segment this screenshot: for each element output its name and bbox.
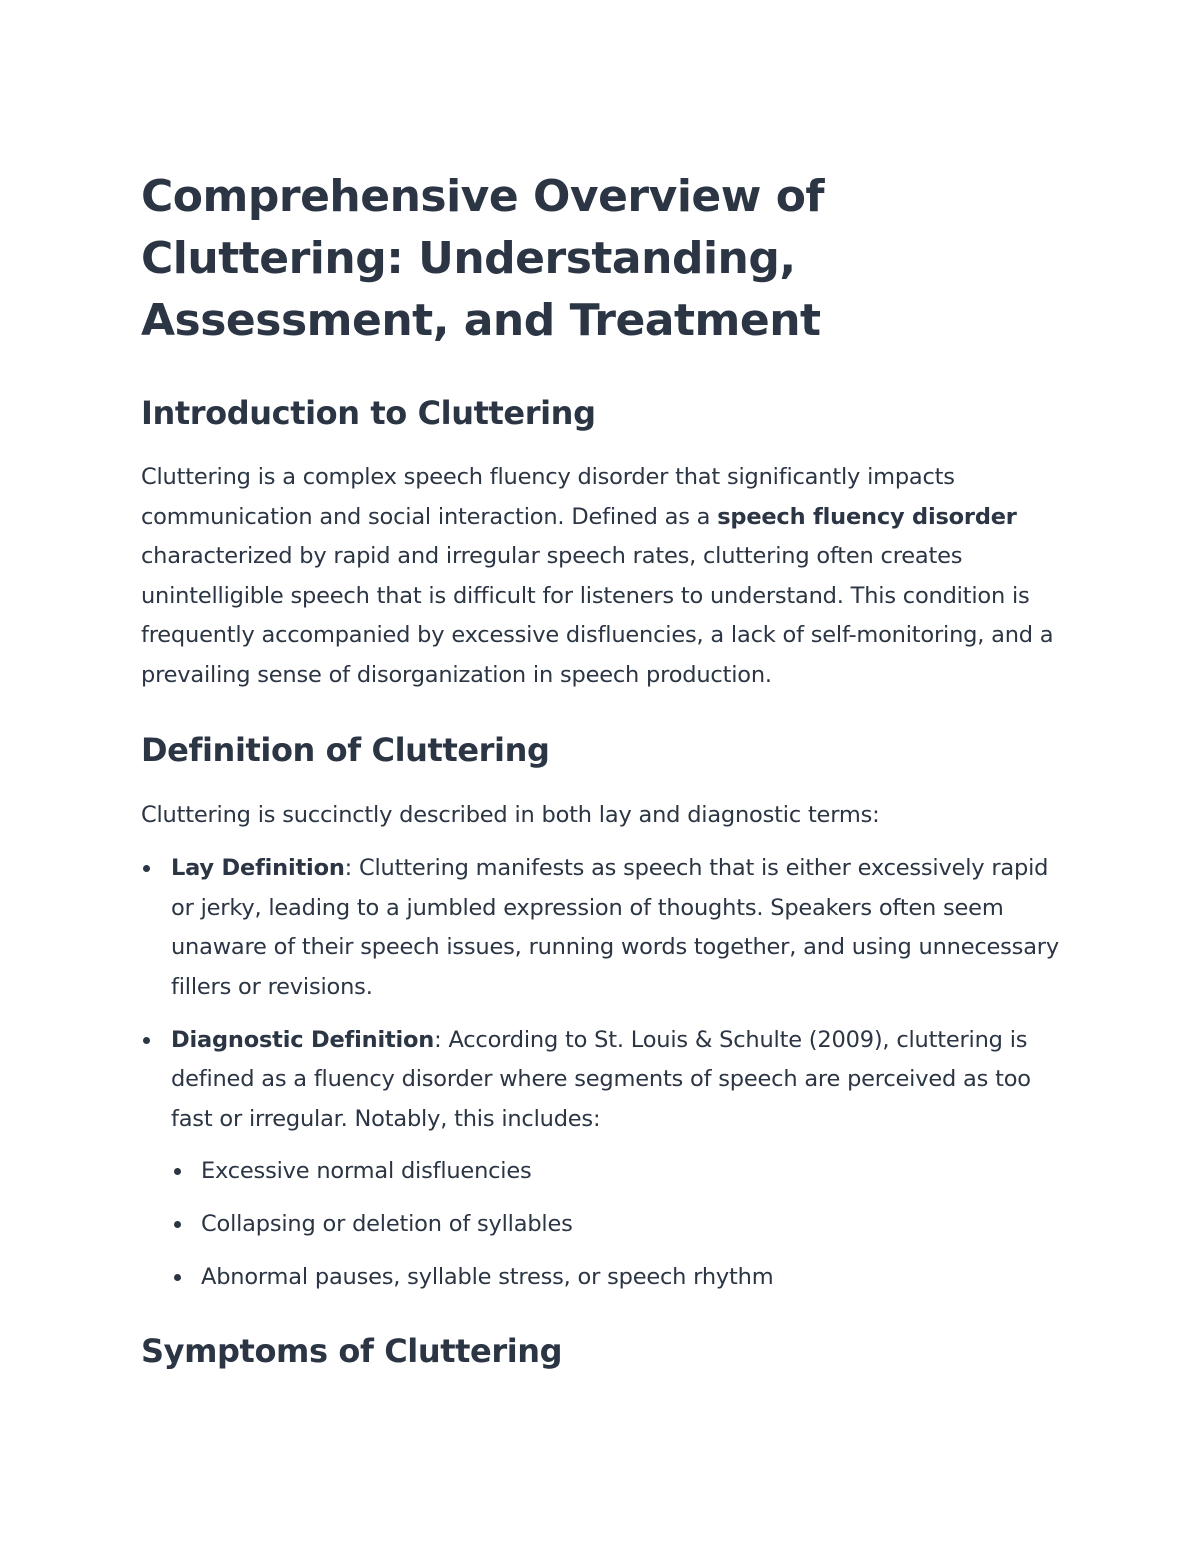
diagnostic-definition-text: : According to St. Louis & Schulte (2009), cluttering is defined as a fluency disorder where segments of speech are perceived as too fast or irregular. Notably, this includes: — [171, 1026, 1031, 1132]
intro-text-part-1: Cluttering is a complex speech fluency disorder that significantly impacts communication and social interaction. Defined as a — [141, 464, 955, 530]
diagnostic-definition-label: Diagnostic Definition — [171, 1026, 435, 1053]
list-item-diagnostic-definition — [141, 1021, 1061, 1140]
sublist-item-excessive-disfluencies: Excessive normal disfluencies — [171, 1152, 1061, 1192]
diagnostic-sublist — [171, 1152, 1061, 1297]
list-item-lay-definition — [141, 849, 1061, 1007]
document-title: Comprehensive Overview of Cluttering: Understanding, Assessment, and Treatment — [141, 171, 825, 346]
lay-definition-text: : Cluttering manifests as speech that is either excessively rapid or jerky, leading to a jumbled expression of thoughts. Speakers often seem unaware of their speech issues, running words together, and using unnecessary fillers or revisions. — [171, 855, 1059, 1000]
definition-list — [141, 849, 1061, 1139]
sublist-item-abnormal-pauses: Abnormal pauses, syllable stress, or speech rhythm — [171, 1258, 1061, 1298]
sublist-item-collapsing-syllables: Collapsing or deletion of syllables — [171, 1205, 1061, 1245]
intro-text-part-2: characterized by rapid and irregular speech rates, cluttering often creates unintelligible speech that is difficult for listeners to understand. This condition is frequently accompanied by excessive disfluencies, a lack of self-monitoring, and a prevailing sense of disorganization in speech production. — [141, 543, 1054, 688]
introduction-paragraph — [141, 458, 1061, 696]
definition-lead-paragraph: Cluttering is succinctly described in both lay and diagnostic terms: — [141, 801, 880, 828]
document-page — [141, 166, 1061, 1371]
lay-definition-label: Lay Definition — [171, 855, 345, 882]
section-heading-definition: Definition of Cluttering — [141, 730, 550, 769]
intro-bold-term: speech fluency disorder — [717, 503, 1017, 530]
section-heading-introduction: Introduction to Cluttering — [141, 394, 596, 432]
section-heading-symptoms: Symptoms of Cluttering — [141, 1332, 563, 1371]
